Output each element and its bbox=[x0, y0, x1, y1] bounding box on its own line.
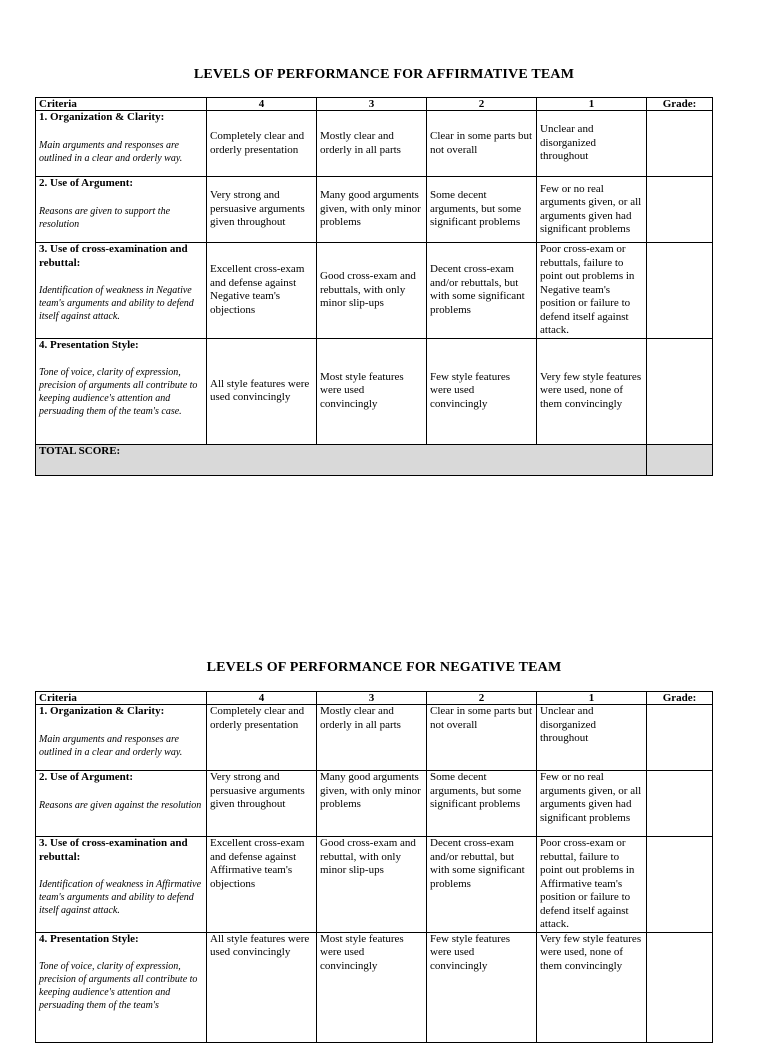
affirmative-title: LEVELS OF PERFORMANCE FOR AFFIRMATIVE TEAM bbox=[193, 67, 575, 82]
level-3-cell: Most style features were used convincingly bbox=[317, 338, 427, 444]
criteria-cell bbox=[36, 932, 207, 1042]
criteria-title: 1. Organization & Clarity: bbox=[39, 705, 165, 717]
level-3-cell: Most style features were used convincingly bbox=[317, 932, 427, 1042]
level-3-cell: Many good arguments given, with only minor problems bbox=[317, 771, 427, 837]
criteria-description: Identification of weakness in Affirmative team's arguments and ability to defend itself against attack. bbox=[39, 879, 202, 916]
table-row bbox=[36, 837, 713, 933]
table-row bbox=[36, 111, 713, 177]
criteria-header: Criteria bbox=[36, 98, 207, 111]
level-4-header: 4 bbox=[207, 98, 317, 111]
criteria-title: 3. Use of cross-examination and rebuttal: bbox=[39, 243, 188, 269]
grade-cell[interactable] bbox=[647, 705, 713, 771]
level-4-header: 4 bbox=[207, 692, 317, 705]
level-3-cell: Mostly clear and orderly in all parts bbox=[317, 111, 427, 177]
level-2-cell: Decent cross-exam and/or rebuttals, but with some significant problems bbox=[427, 243, 537, 339]
level-2-cell: Few style features were used convincingly bbox=[427, 338, 537, 444]
criteria-description: Tone of voice, clarity of expression, precision of arguments all contribute to keeping audience's attention and persuading them of the team's bbox=[39, 961, 198, 1011]
affirmative-rubric-table bbox=[35, 97, 713, 476]
level-3-cell: Good cross-exam and rebuttal, with only minor slip-ups bbox=[317, 837, 427, 933]
criteria-title: 1. Organization & Clarity: bbox=[39, 111, 165, 123]
level-3-cell: Mostly clear and orderly in all parts bbox=[317, 705, 427, 771]
table-row bbox=[36, 771, 713, 837]
level-1-cell: Few or no real arguments given, or all arguments given had significant problems bbox=[537, 177, 647, 243]
level-2-cell: Some decent arguments, but some significant problems bbox=[427, 771, 537, 837]
criteria-cell bbox=[36, 177, 207, 243]
grade-cell[interactable] bbox=[647, 932, 713, 1042]
level-1-cell: Poor cross-exam or rebuttal, failure to point out problems in Affirmative team's position or failure to defend itself against attack. bbox=[537, 837, 647, 933]
level-2-cell: Some decent arguments, but some significant problems bbox=[427, 177, 537, 243]
level-1-cell: Very few style features were used, none of them convincingly bbox=[537, 932, 647, 1042]
grade-cell[interactable] bbox=[647, 111, 713, 177]
criteria-description: Identification of weakness in Negative team's arguments and ability to defend itself against attack. bbox=[39, 285, 194, 322]
header-row bbox=[36, 98, 713, 111]
criteria-cell bbox=[36, 771, 207, 837]
grade-header: Grade: bbox=[647, 692, 713, 705]
grade-cell[interactable] bbox=[647, 837, 713, 933]
level-2-header: 2 bbox=[427, 98, 537, 111]
level-4-cell: Completely clear and orderly presentation bbox=[207, 705, 317, 771]
criteria-description: Reasons are given to support the resolution bbox=[39, 205, 171, 230]
grade-cell[interactable] bbox=[647, 243, 713, 339]
criteria-title: 2. Use of Argument: bbox=[39, 177, 134, 189]
level-1-header: 1 bbox=[537, 98, 647, 111]
level-2-header: 2 bbox=[427, 692, 537, 705]
criteria-title: 3. Use of cross-examination and rebuttal: bbox=[39, 837, 188, 863]
criteria-title: 4. Presentation Style: bbox=[39, 932, 139, 945]
level-1-cell: Very few style features were used, none of them convincingly bbox=[537, 338, 647, 444]
level-2-cell: Clear in some parts but not overall bbox=[427, 111, 537, 177]
level-1-header: 1 bbox=[537, 692, 647, 705]
level-1-cell: Unclear and disorganized throughout bbox=[537, 111, 647, 177]
level-3-header: 3 bbox=[317, 692, 427, 705]
total-score-cell[interactable] bbox=[647, 444, 713, 475]
table-row bbox=[36, 705, 713, 771]
negative-title: LEVELS OF PERFORMANCE FOR NEGATIVE TEAM bbox=[206, 660, 562, 675]
level-4-cell: Excellent cross-exam and defense against Affirmative team's objections bbox=[207, 837, 317, 933]
criteria-title: 4. Presentation Style: bbox=[39, 338, 139, 351]
grade-header: Grade: bbox=[647, 98, 713, 111]
criteria-title: 2. Use of Argument: bbox=[39, 771, 134, 783]
criteria-description: Tone of voice, clarity of expression, precision of arguments all contribute to keeping audience's attention and persuading them of the team's case. bbox=[39, 367, 198, 417]
level-2-cell: Decent cross-exam and/or rebuttal, but with some significant problems bbox=[427, 837, 537, 933]
total-row bbox=[36, 444, 713, 475]
criteria-cell bbox=[36, 705, 207, 771]
level-4-cell: Excellent cross-exam and defense against Negative team's objections bbox=[207, 243, 317, 339]
table-row bbox=[36, 932, 713, 1042]
criteria-description: Main arguments and responses are outlined in a clear and orderly way. bbox=[39, 733, 183, 758]
level-4-cell: Completely clear and orderly presentation bbox=[207, 111, 317, 177]
level-1-cell: Unclear and disorganized throughout bbox=[537, 705, 647, 771]
table-row bbox=[36, 177, 713, 243]
level-2-cell: Few style features were used convincingly bbox=[427, 932, 537, 1042]
criteria-description: Reasons are given against the resolution bbox=[39, 799, 202, 811]
criteria-cell bbox=[36, 243, 207, 339]
level-3-header: 3 bbox=[317, 98, 427, 111]
level-4-cell: All style features were used convincingly bbox=[207, 932, 317, 1042]
negative-rubric-table bbox=[35, 691, 713, 1043]
level-3-cell: Good cross-exam and rebuttals, with only minor slip-ups bbox=[317, 243, 427, 339]
criteria-cell bbox=[36, 338, 207, 444]
header-row bbox=[36, 692, 713, 705]
table-row bbox=[36, 338, 713, 444]
level-4-cell: All style features were used convincingly bbox=[207, 338, 317, 444]
level-1-cell: Poor cross-exam or rebuttals, failure to point out problems in Negative team's position or failure to defend itself against attack. bbox=[537, 243, 647, 339]
grade-cell[interactable] bbox=[647, 771, 713, 837]
level-4-cell: Very strong and persuasive arguments given throughout bbox=[207, 177, 317, 243]
criteria-cell bbox=[36, 837, 207, 933]
level-2-cell: Clear in some parts but not overall bbox=[427, 705, 537, 771]
criteria-description: Main arguments and responses are outlined in a clear and orderly way. bbox=[39, 139, 183, 164]
criteria-header: Criteria bbox=[36, 692, 207, 705]
level-4-cell: Very strong and persuasive arguments given throughout bbox=[207, 771, 317, 837]
grade-cell[interactable] bbox=[647, 338, 713, 444]
level-1-cell: Few or no real arguments given, or all arguments given had significant problems bbox=[537, 771, 647, 837]
table-row bbox=[36, 243, 713, 339]
criteria-cell bbox=[36, 111, 207, 177]
grade-cell[interactable] bbox=[647, 177, 713, 243]
level-3-cell: Many good arguments given, with only minor problems bbox=[317, 177, 427, 243]
total-score-label: TOTAL SCORE: bbox=[36, 444, 647, 475]
